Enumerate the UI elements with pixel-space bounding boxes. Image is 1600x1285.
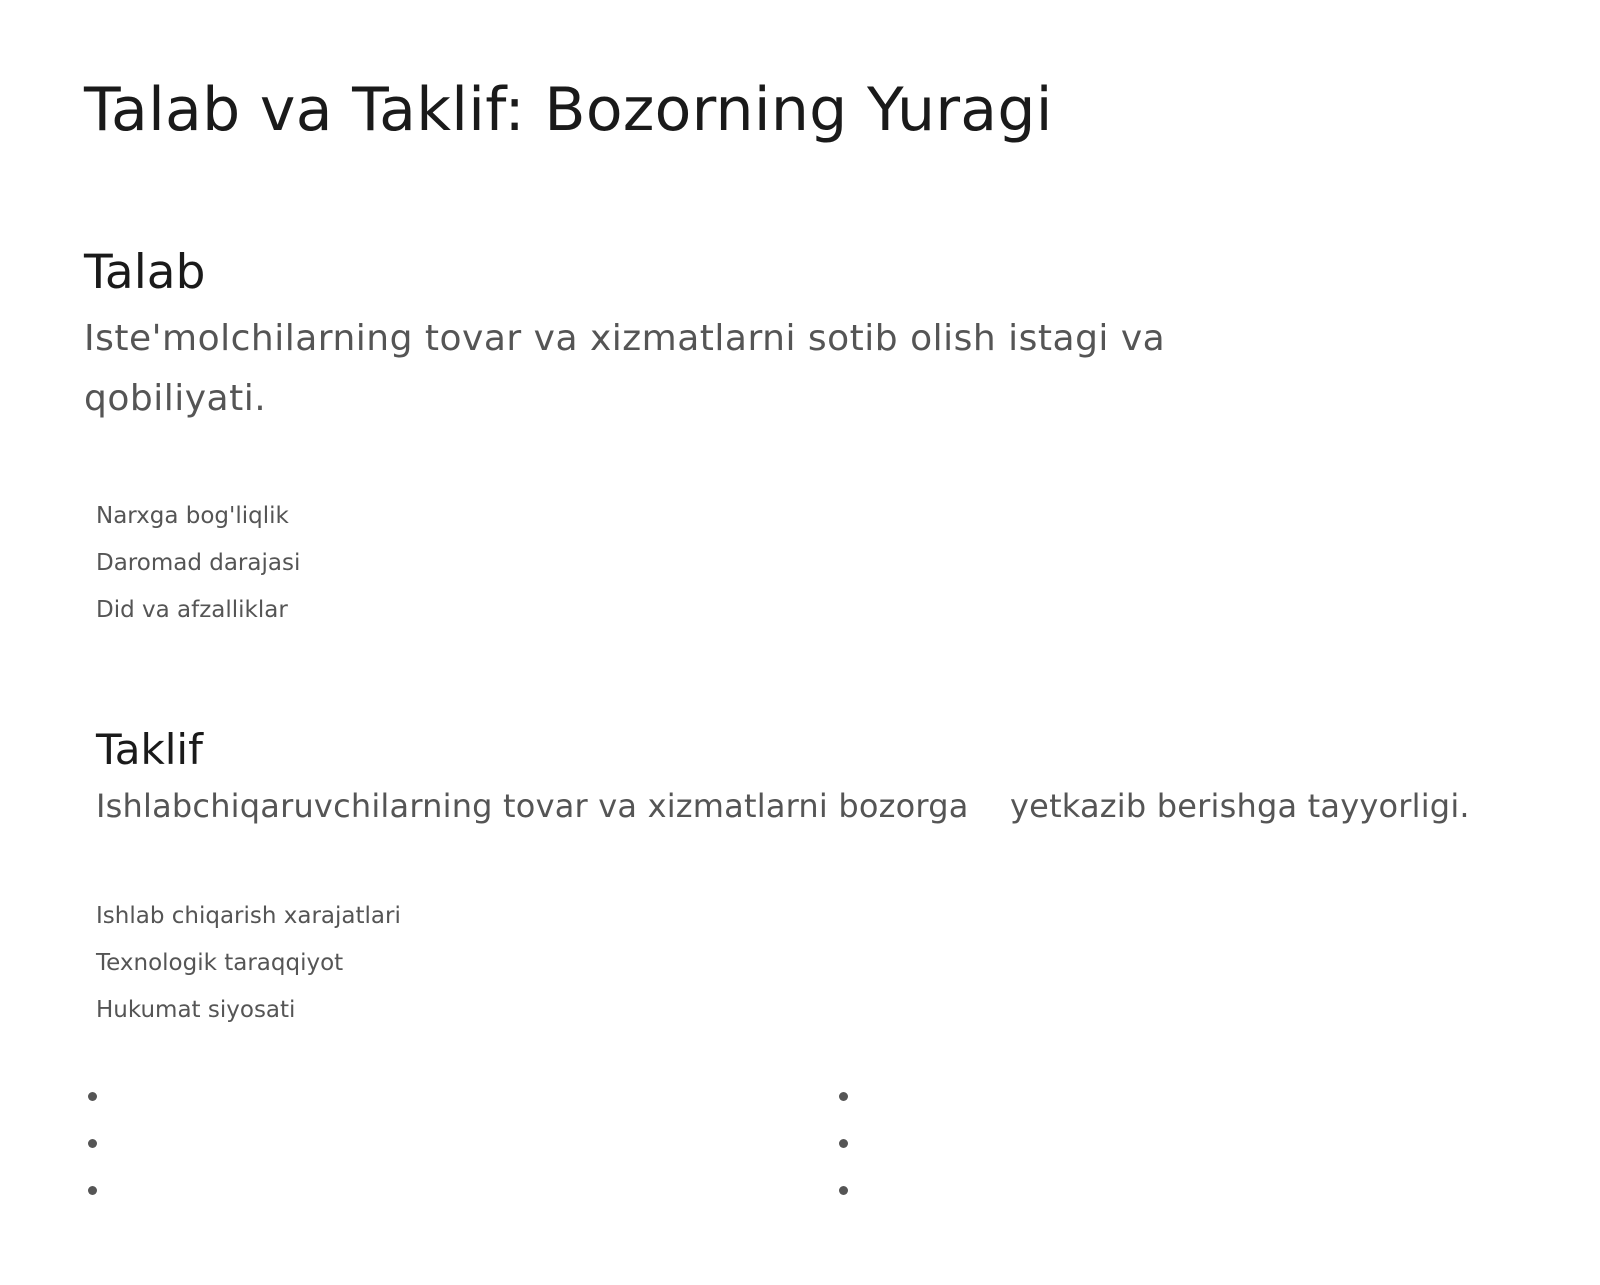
page-title: Talab va Taklif: Bozorning Yuragi (84, 75, 1053, 145)
supply-factor-list (96, 893, 401, 1034)
bullet-dot-icon (839, 1139, 848, 1148)
demand-factor-item: Narxga bog'liqlik (96, 503, 289, 529)
bullet-dot-icon (88, 1092, 97, 1101)
empty-bullet-list-right (839, 1092, 848, 1233)
demand-description: Iste'molchilarning tovar va xizmatlarni sotib olish istagi va qobiliyati. (84, 318, 1166, 419)
demand-factor-list (96, 493, 300, 634)
supply-description: Ishlabchiqaruvchilarning tovar va xizmatlarni bozorga yetkazib berishga tayyorligi. (96, 787, 1470, 825)
demand-factor-item: Daromad darajasi (96, 550, 301, 576)
bullet-dot-icon (88, 1186, 97, 1195)
bullet-dot-icon (839, 1092, 848, 1101)
supply-factor-item: Ishlab chiqarish xarajatlari (96, 903, 401, 929)
supply-factor-item: Hukumat siyosati (96, 997, 296, 1023)
demand-heading: Talab (84, 245, 206, 300)
demand-factor-item: Did va afzalliklar (96, 597, 288, 623)
bullet-dot-icon (839, 1186, 848, 1195)
supply-heading: Taklif (96, 725, 203, 774)
supply-factor-item: Texnologik taraqqiyot (96, 950, 344, 976)
empty-bullet-list-left (88, 1092, 97, 1233)
bullet-dot-icon (88, 1139, 97, 1148)
